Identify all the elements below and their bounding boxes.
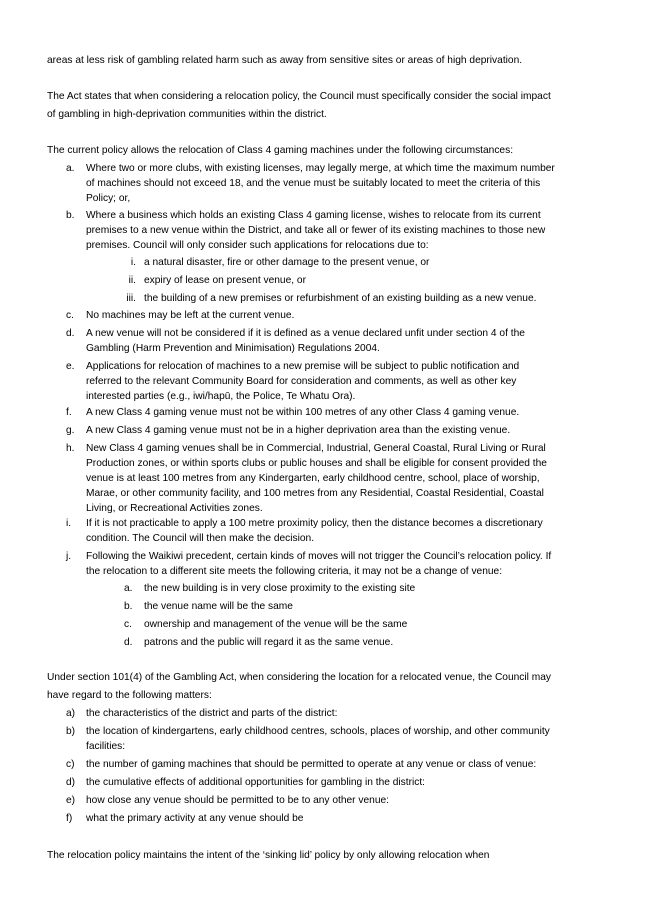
paragraph-intro: areas at less risk of gambling related harm such as away from sensitive sites or areas of high deprivation. [47, 55, 523, 66]
list-item-circumstance-b [66, 208, 596, 253]
list-item-line: Where a business which holds an existing Class 4 gaming license, wishes to relocate from its current [86, 210, 541, 221]
list-marker: a. [124, 583, 133, 594]
list-item-line: If it is not practicable to apply a 100 metre proximity policy, then the distance becomes a discretionary [86, 518, 543, 529]
list-item-matter-f [66, 811, 596, 826]
list-item-line: Living, or Recreational Activities zones. [86, 503, 263, 514]
list-item-matter-a [66, 706, 596, 721]
list-marker: b. [66, 210, 75, 221]
list-marker: h. [66, 443, 75, 454]
list-item-criterion-b [124, 599, 584, 614]
list-marker: a) [66, 708, 76, 719]
list-item-line: A new venue will not be considered if it is defined as a venue declared unfit under section 4 of the [86, 328, 525, 339]
list-item-circumstance-d [66, 326, 596, 356]
paragraph-act-line2: of gambling in high-deprivation communities within the district. [47, 109, 327, 120]
list-marker: g. [66, 425, 75, 436]
list-item-text: the venue name will be the same [144, 601, 293, 612]
list-marker: i. [130, 257, 136, 268]
list-marker: b. [124, 601, 133, 612]
list-item-reason-i [130, 255, 584, 270]
list-marker: e) [66, 795, 76, 806]
list-marker: i. [66, 518, 72, 529]
list-marker: a. [66, 163, 75, 174]
list-item-reason-ii [128, 273, 584, 288]
list-item-circumstance-g [66, 423, 596, 438]
list-item-matter-d [66, 775, 596, 790]
list-marker: d. [66, 328, 75, 339]
list-item-matter-c [66, 757, 596, 772]
list-marker: d. [124, 637, 133, 648]
list-marker: c. [66, 310, 74, 321]
list-item-criterion-d [124, 635, 584, 650]
list-item-reason-iii [126, 291, 584, 306]
list-item-line: the characteristics of the district and parts of the district: [86, 708, 338, 719]
list-item-text: expiry of lease on present venue, or [144, 275, 306, 286]
list-item-criterion-a [124, 581, 584, 596]
list-item-line: A new Class 4 gaming venue must not be within 100 metres of any other Class 4 gaming venue. [86, 407, 520, 418]
list-item-line: how close any venue should be permitted to be to any other venue: [86, 795, 389, 806]
paragraph-section-101-line1: Under section 101(4) of the Gambling Act, when considering the location for a relocated venue, the Council may [47, 672, 552, 683]
list-marker: f. [66, 407, 72, 418]
list-marker: b) [66, 726, 76, 737]
list-item-text: a natural disaster, fire or other damage to the present venue, or [144, 257, 430, 268]
paragraph-current-policy: The current policy allows the relocation of Class 4 gaming machines under the following circumstances: [47, 145, 514, 156]
list-marker: iii. [126, 293, 136, 304]
list-item-line: Marae, or other community facility, and 100 metres from any Residential, Coastal Residential, Coastal [86, 488, 544, 499]
list-item-circumstance-h [66, 441, 596, 516]
list-item-line: interested parties (e.g., iwi/hapū, the Police, Te Whatu Ora). [86, 391, 356, 402]
list-item-text: the new building is in very close proximity to the existing site [144, 583, 416, 594]
list-item-line: venue is at least 100 metres from any Kindergarten, early childhood centre, school, place of worship, [86, 473, 540, 484]
list-item-line: condition. The Council will then make the decision. [86, 533, 315, 544]
list-marker: j. [66, 551, 72, 562]
list-item-circumstance-j [66, 549, 596, 579]
list-item-matter-b [66, 724, 596, 754]
list-item-line: Production zones, or within sports clubs or public houses and shall be eligible for consent provided the [86, 458, 547, 469]
paragraph-sinking-lid: The relocation policy maintains the intent of the ‘sinking lid’ policy by only allowing relocation when [47, 850, 490, 861]
list-item-line: Where two or more clubs, with existing licenses, may legally merge, at which time the maximum number [86, 163, 555, 174]
list-marker: d) [66, 777, 76, 788]
list-item-circumstance-e [66, 359, 596, 404]
list-item-criterion-c [124, 617, 584, 632]
list-item-line: what the primary activity at any venue should be [86, 813, 304, 824]
list-item-line: the relocation to a different site meets the following criteria, it may not be a change of venue: [86, 566, 503, 577]
list-item-line: A new Class 4 gaming venue must not be in a higher deprivation area than the existing venue. [86, 425, 511, 436]
list-item-circumstance-f [66, 405, 596, 420]
list-item-line: of machines should not exceed 18, and the venue must be suitably located to meet the criteria of this [86, 178, 541, 189]
list-item-line: the cumulative effects of additional opportunities for gambling in the district: [86, 777, 426, 788]
list-item-line: the location of kindergartens, early childhood centres, schools, places of worship, and other community [86, 726, 550, 737]
list-item-line: premises. Council will only consider such applications for relocations due to: [86, 240, 429, 251]
list-marker: c) [66, 759, 75, 770]
list-marker: ii. [128, 275, 136, 286]
list-item-line: Following the Waikiwi precedent, certain kinds of moves will not trigger the Council’s relocation policy. If [86, 551, 552, 562]
list-item-text: the building of a new premises or refurbishment of an existing building as a new venue. [144, 293, 537, 304]
list-item-circumstance-i [66, 516, 596, 546]
list-item-line: Gambling (Harm Prevention and Minimisation) Regulations 2004. [86, 343, 380, 354]
list-marker: e. [66, 361, 75, 372]
list-item-matter-e [66, 793, 596, 808]
list-marker: f) [66, 813, 73, 824]
list-marker: c. [124, 619, 132, 630]
list-item-line: Policy; or, [86, 193, 131, 204]
list-item-text: patrons and the public will regard it as the same venue. [144, 637, 394, 648]
list-item-line: Applications for relocation of machines to a new premise will be subject to public notification and [86, 361, 520, 372]
list-item-circumstance-c [66, 308, 596, 323]
list-item-line: the number of gaming machines that should be permitted to operate at any venue or class of venue: [86, 759, 537, 770]
list-item-line: New Class 4 gaming venues shall be in Commercial, Industrial, General Coastal, Rural Living or Rural [86, 443, 546, 454]
paragraph-act-line1: The Act states that when considering a relocation policy, the Council must specifically consider the social impact [47, 91, 551, 102]
list-item-line: premises to a new venue within the District, and take all or fewer of its existing machines to those new [86, 225, 546, 236]
list-item-line: referred to the relevant Community Board for consideration and comments, as well as other key [86, 376, 517, 387]
list-item-circumstance-a [66, 161, 596, 206]
paragraph-section-101-line2: have regard to the following matters: [47, 690, 212, 701]
list-item-line: No machines may be left at the current venue. [86, 310, 295, 321]
list-item-text: ownership and management of the venue will be the same [144, 619, 408, 630]
list-item-line: facilities: [86, 741, 126, 752]
